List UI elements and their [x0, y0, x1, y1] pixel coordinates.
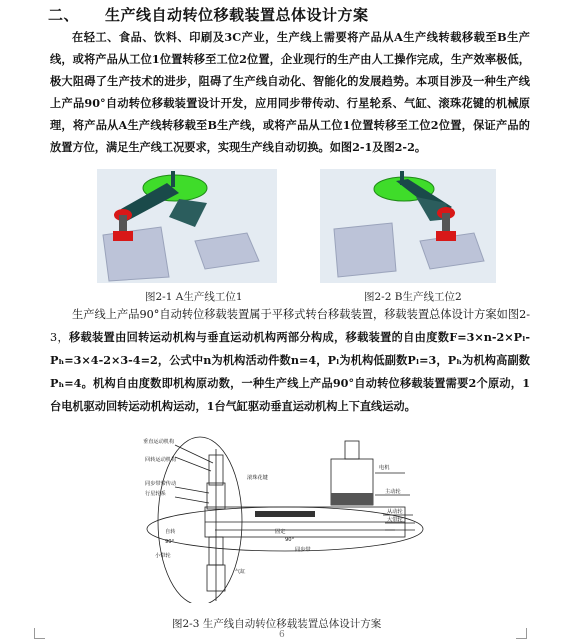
page-corner-right	[516, 628, 527, 639]
figure-caption-a: 图2-1 A生产线工位1	[145, 291, 243, 303]
label-vertical-mechanism: 垂直运动机构	[143, 439, 175, 445]
paragraph-design	[50, 304, 530, 418]
mechanism-schematic	[135, 433, 433, 603]
figure-caption-b: 图2-2 B生产线工位2	[364, 291, 462, 303]
label-small-pulley: 小带轮	[155, 553, 171, 559]
page-corner-left	[34, 628, 45, 639]
figure-caption-schematic: 图2-3 生产线自动转位移载装置总体设计方案	[172, 618, 382, 630]
label-ball-spline: 滚珠花键	[247, 475, 268, 481]
label-sync-belt-drive: 同步带带传动	[145, 481, 177, 487]
section-number: 二、	[48, 6, 80, 24]
section-heading	[48, 4, 369, 25]
robot-illustration-a	[97, 169, 277, 283]
label-motor: 电机	[379, 465, 390, 471]
paragraph-intro: 在轻工、食品、饮料、印刷及3C产业，生产线上需要将产品从A生产线转载移载至B生产线，或将产品从工位1位置转移至工位2位置，企业现行的生产由人工操作完成，生产效率极低，极大阻碍了生产技术的进步，阻碍了生产线自动化、智能化的发展趋势。本项目涉及一种生产线上产品90°自动转位移载装置设计开发，应用同步带传动、行星轮系、气缸、滚珠花键的机械原理，将产品从A生产线转移载至B生产线，或将产品从工位1位置转移至工位2位置，保证产品的放置方位，满足生产线工况要求，实现生产线自动切换。如图2-1及图2-2。	[50, 30, 530, 154]
figure-a-line-station1	[97, 169, 277, 283]
label-sync-belt: 同步带	[295, 547, 311, 553]
robot-illustration-b	[320, 169, 496, 283]
label-angle: 90°	[165, 539, 175, 545]
label-rotation: 自转	[165, 529, 176, 535]
label-planetary: 行星轮系	[145, 491, 166, 497]
paragraph-design-intro: 生产线上产品90°自动转位移载装置属于平移式转台移载装置，移载装置总体设计方案如图2-3，	[50, 308, 530, 344]
label-fixed: 固定	[275, 529, 286, 535]
page-number: 6	[279, 630, 285, 640]
label-rotary-mechanism: 回转运动机构	[145, 457, 177, 463]
figure-b-line-station2	[320, 169, 496, 283]
label-driven-wheel: 从动轮	[387, 509, 403, 515]
label-cylinder: 气缸	[235, 569, 246, 575]
label-big-pulley: 大带轮	[387, 517, 403, 523]
label-bottom-angle: 90°	[285, 537, 295, 543]
paragraph-design-detail: 移载装置由回转运动机构与垂直运动机构两部分构成，移载装置的自由度数F=3×n-2×Pₗ-Pₕ=3×4-2×3-4=2，公式中n为机构活动件数n=4，Pₗ为机构低副数Pₗ=3，Pₕ为机构高副数Pₕ=4。机构自由度数即机构原动数，一种生产线上产品90°自动转位移载装置需要2个原动，1台电机驱动回转运动机构运动，1台气缸驱动垂直运动机构上下直线运动。	[50, 330, 530, 413]
label-drive-wheel: 主动轮	[385, 489, 401, 495]
section-title: 生产线自动转位移载装置总体设计方案	[105, 6, 369, 24]
